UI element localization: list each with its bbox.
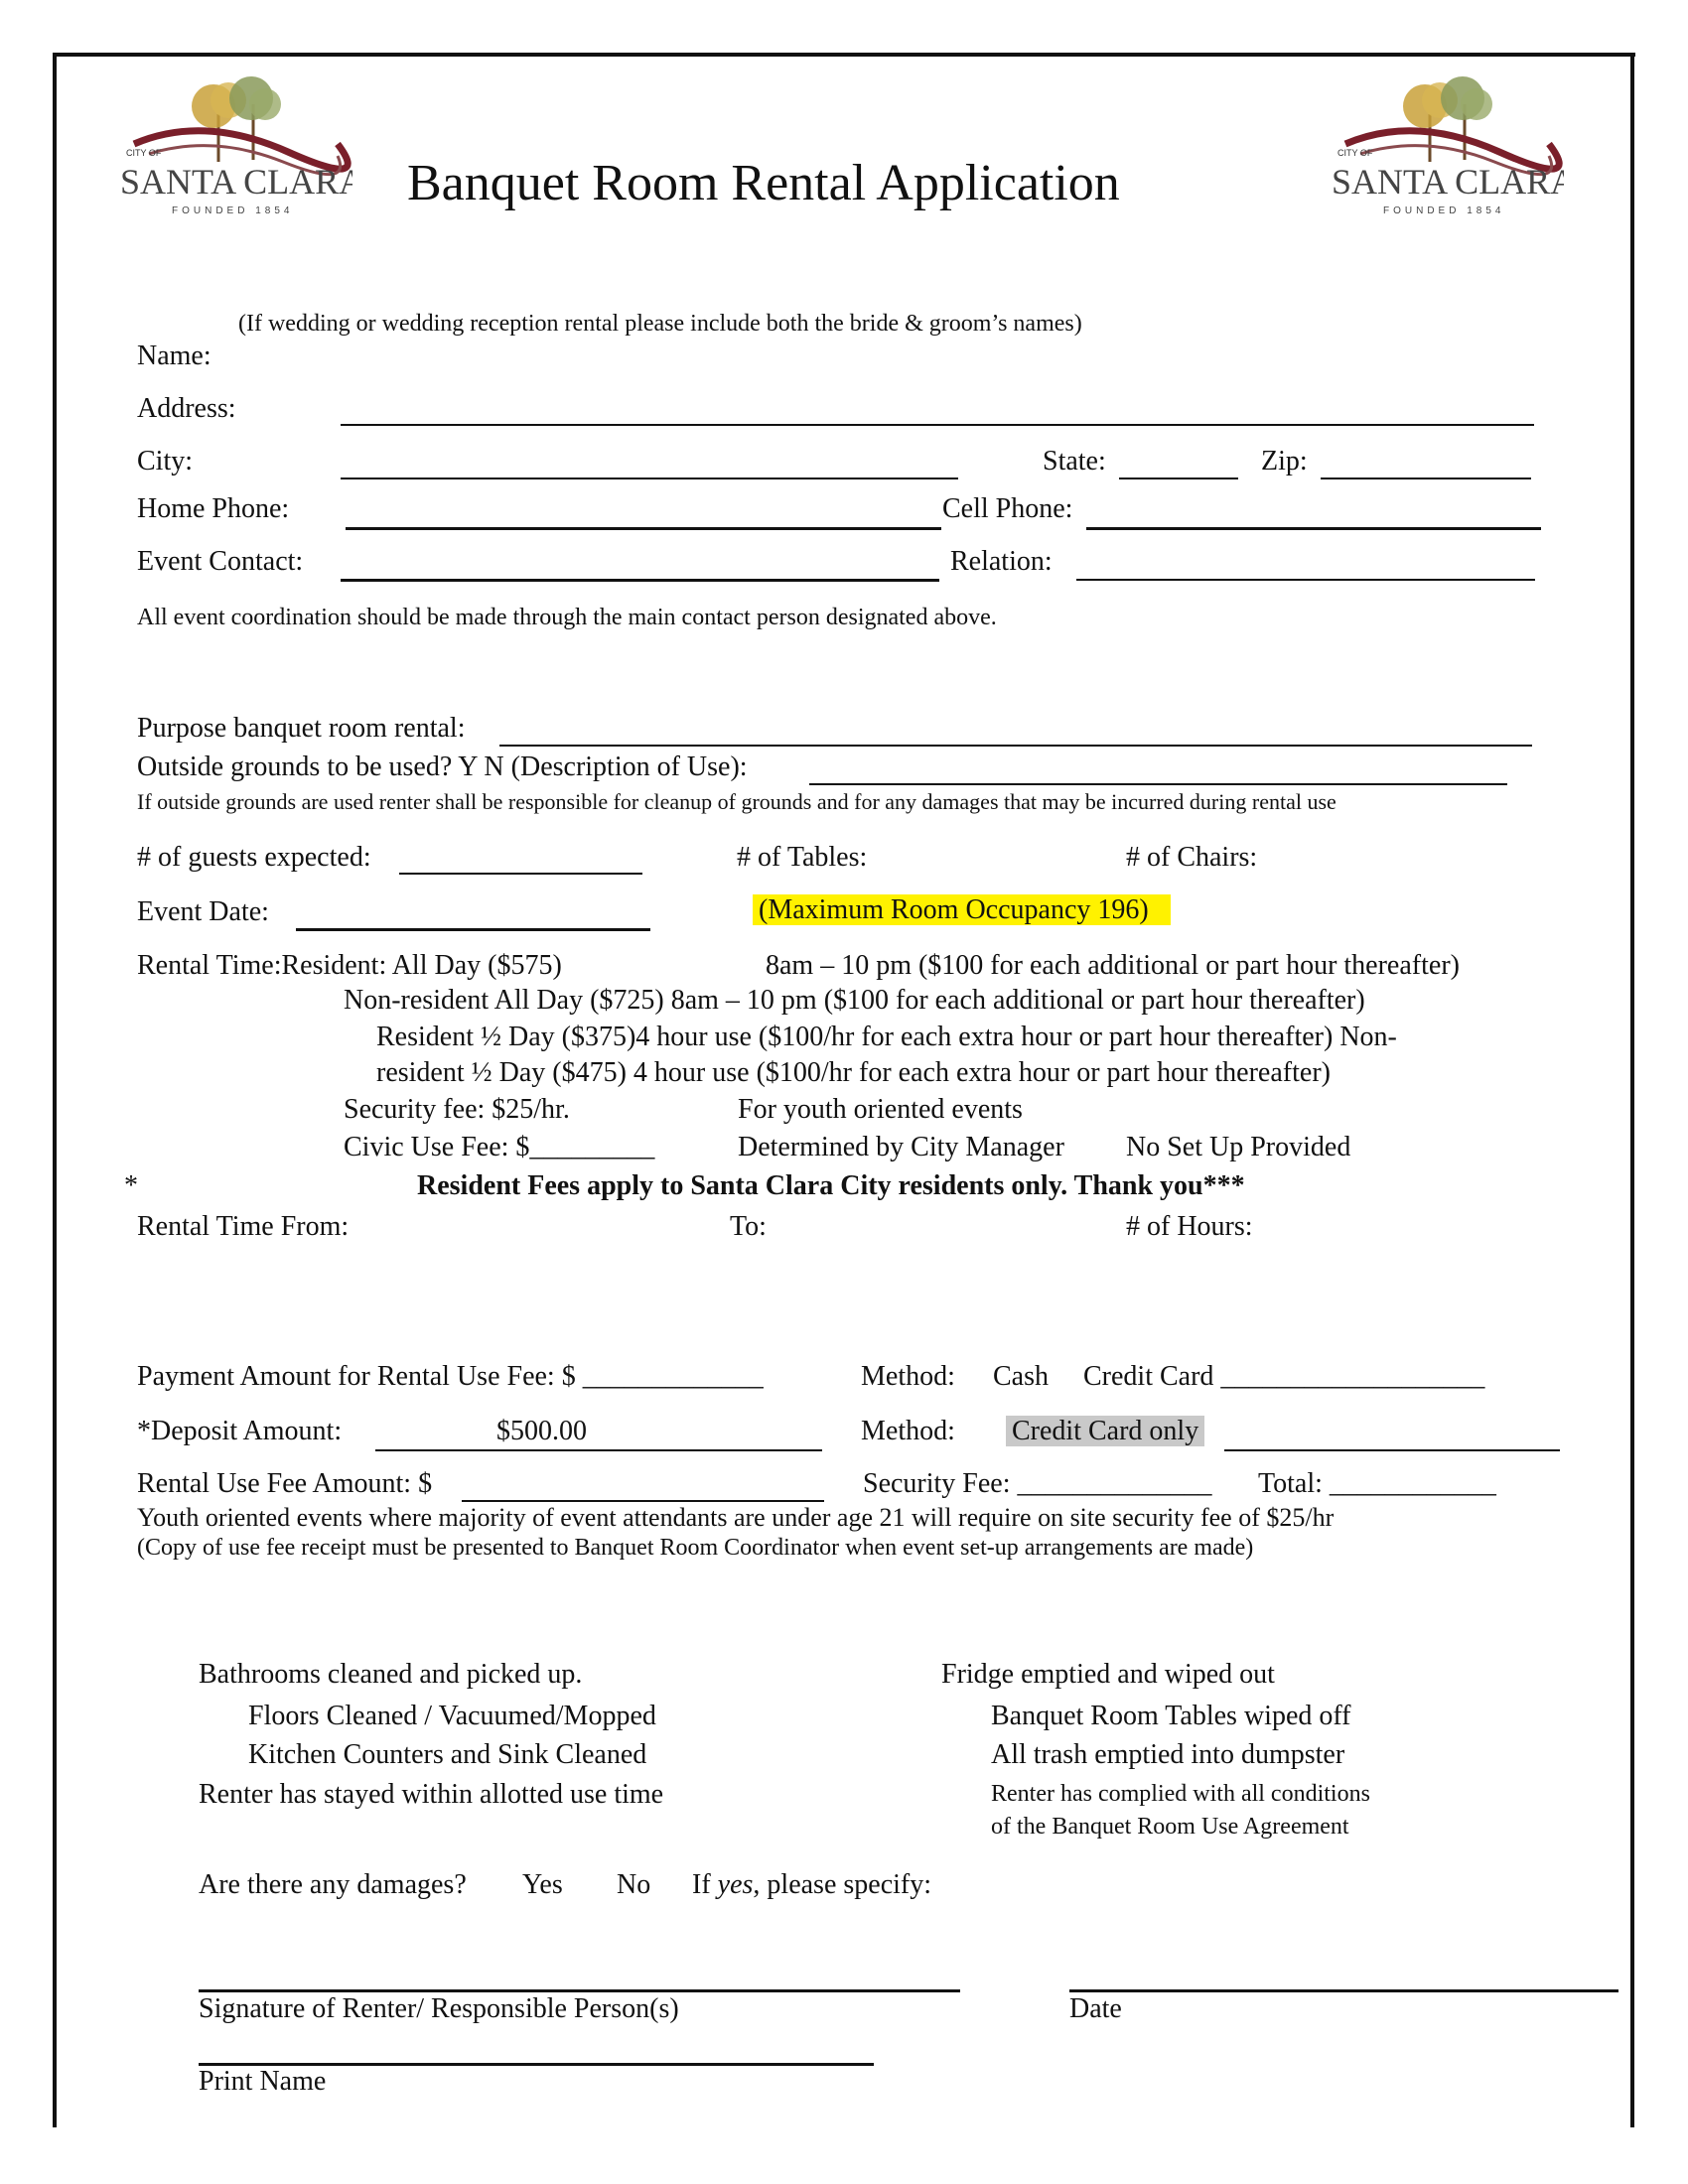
specify-if: If — [692, 1869, 718, 1900]
checklist-complied: Renter has complied with all conditions — [991, 1781, 1370, 1807]
deposit-amount-value: $500.00 — [496, 1416, 587, 1446]
checklist-agreement: of the Banquet Room Use Agreement — [991, 1814, 1349, 1840]
outside-grounds-note: If outside grounds are used renter shall be responsible for cleanup of grounds and for any damages that may be incurred during rental use — [137, 789, 1336, 814]
rate-resident-all-day: Rental Time:Resident: All Day ($575) — [137, 950, 562, 981]
chairs-label: # of Chairs: — [1126, 842, 1258, 873]
checklist-bathrooms: Bathrooms cleaned and picked up. — [199, 1659, 583, 1690]
rate-resident-half-day: Resident ½ Day ($375)4 hour use ($100/hr for each extra hour or part hour thereafter) Non- — [376, 1022, 1397, 1052]
page-border-top — [55, 53, 1635, 57]
logo-name: SANTA CLARA — [120, 162, 352, 202]
purpose-field[interactable] — [499, 745, 1532, 747]
youth-security-note: Youth oriented events where majority of event attendants are under age 21 will require on site security fee of $25/hr — [137, 1503, 1335, 1532]
checklist-trash: All trash emptied into dumpster — [991, 1739, 1345, 1770]
cell-phone-label: Cell Phone: — [942, 493, 1073, 524]
damages-specify — [692, 1869, 931, 1901]
checklist-fridge: Fridge emptied and wiped out — [941, 1659, 1275, 1690]
date-label: Date — [1069, 1993, 1122, 2024]
security-fee-note: For youth oriented events — [738, 1094, 1023, 1125]
deposit-amount-label: *Deposit Amount: — [137, 1416, 343, 1446]
state-field[interactable] — [1119, 478, 1238, 479]
page-title: Banquet Room Rental Application — [407, 155, 1120, 211]
date-field[interactable] — [1069, 1989, 1618, 1992]
home-phone-label: Home Phone: — [137, 493, 290, 524]
home-phone-field[interactable] — [346, 527, 941, 530]
rental-time-from-label: Rental Time From: — [137, 1211, 350, 1242]
page-border-left — [53, 53, 57, 2127]
event-contact-field[interactable] — [341, 579, 939, 582]
logo-name: SANTA CLARA — [1332, 162, 1564, 202]
wedding-note: (If wedding or wedding reception rental please include both the bride & groom’s names) — [238, 311, 1082, 337]
logo-city-of: CITY OF — [126, 148, 162, 158]
state-label: State: — [1043, 446, 1106, 477]
outside-grounds-label: Outside grounds to be used? Y N (Description of Use): — [137, 751, 748, 782]
civic-use-fee: Civic Use Fee: $_________ — [344, 1132, 655, 1162]
max-occupancy-highlight: (Maximum Room Occupancy 196) — [753, 894, 1171, 925]
hours-label: # of Hours: — [1126, 1211, 1253, 1242]
zip-label: Zip: — [1261, 446, 1308, 477]
signature-field[interactable] — [199, 1989, 960, 1992]
logo-city-of: CITY OF — [1337, 148, 1373, 158]
total-label: Total: ____________ — [1258, 1468, 1496, 1499]
civic-use-fee-note: Determined by City Manager — [738, 1132, 1064, 1162]
name-label: Name: — [137, 341, 211, 371]
tables-label: # of Tables: — [737, 842, 868, 873]
relation-label: Relation: — [950, 546, 1053, 577]
city-field[interactable] — [341, 478, 958, 479]
guests-field[interactable] — [399, 873, 642, 875]
no-setup-note: No Set Up Provided — [1126, 1132, 1351, 1162]
event-contact-label: Event Contact: — [137, 546, 304, 577]
cell-phone-field[interactable] — [1086, 527, 1541, 530]
logo-founded: FOUNDED 1854 — [1383, 205, 1505, 216]
resident-fees-note: Resident Fees apply to Santa Clara City residents only. Thank you*** — [417, 1170, 1245, 1201]
purpose-label: Purpose banquet room rental: — [137, 713, 466, 744]
checklist-use-time: Renter has stayed within allotted use time — [199, 1779, 664, 1810]
address-field[interactable] — [341, 424, 1534, 426]
logo-founded: FOUNDED 1854 — [172, 205, 294, 216]
relation-field[interactable] — [1076, 579, 1535, 581]
payment-method-label: Method: — [861, 1361, 955, 1392]
rental-use-fee-label: Rental Use Fee Amount: $ — [137, 1468, 433, 1499]
receipt-note: (Copy of use fee receipt must be presented to Banquet Room Coordinator when event set-up arrangements are made) — [137, 1535, 1254, 1561]
credit-card-only-highlight: Credit Card only — [1006, 1416, 1204, 1446]
asterisk: * — [124, 1170, 138, 1201]
security-fee-text: Security fee: $25/hr. — [344, 1094, 570, 1125]
security-fee-field-label: Security Fee: ______________ — [863, 1468, 1212, 1499]
rate-nonresident-all-day: Non-resident All Day ($725) 8am – 10 pm ($100 for each additional or part hour thereafter) — [344, 985, 1365, 1016]
coordination-note: All event coordination should be made through the main contact person designated above. — [137, 605, 997, 630]
specify-yes: yes — [717, 1869, 754, 1900]
santa-clara-logo-right — [1326, 74, 1564, 223]
rate-resident-all-day-hours: 8am – 10 pm ($100 for each additional or part hour thereafter) — [766, 950, 1460, 981]
deposit-method-label: Method: — [861, 1416, 955, 1446]
address-label: Address: — [137, 393, 236, 424]
rental-time-to-label: To: — [730, 1211, 767, 1242]
method-cash[interactable]: Cash — [993, 1361, 1049, 1392]
event-date-label: Event Date: — [137, 896, 269, 927]
damages-yes[interactable]: Yes — [522, 1869, 563, 1900]
santa-clara-logo-left — [114, 74, 352, 223]
checklist-floors: Floors Cleaned / Vacuumed/Mopped — [248, 1701, 656, 1731]
city-label: City: — [137, 446, 194, 477]
print-name-label: Print Name — [199, 2066, 327, 2097]
page-border-right — [1630, 53, 1634, 2127]
guests-label: # of guests expected: — [137, 842, 371, 873]
rate-nonresident-half-day: resident ½ Day ($475) 4 hour use ($100/hr for each extra hour or part hour thereafter) — [376, 1057, 1331, 1088]
specify-rest: , please specify: — [753, 1869, 932, 1900]
method-credit-card[interactable]: Credit Card ___________________ — [1083, 1361, 1485, 1392]
rental-use-fee-field[interactable] — [462, 1500, 824, 1502]
damages-no[interactable]: No — [617, 1869, 651, 1900]
zip-field[interactable] — [1321, 478, 1531, 479]
deposit-method-field[interactable] — [1224, 1449, 1560, 1451]
event-date-field[interactable] — [296, 928, 650, 931]
outside-grounds-field[interactable] — [809, 783, 1507, 785]
signature-label: Signature of Renter/ Responsible Person(s) — [199, 1993, 679, 2024]
payment-amount-label: Payment Amount for Rental Use Fee: $ _____________ — [137, 1361, 764, 1392]
damages-question: Are there any damages? — [199, 1869, 467, 1900]
checklist-tables: Banquet Room Tables wiped off — [991, 1701, 1351, 1731]
checklist-kitchen: Kitchen Counters and Sink Cleaned — [248, 1739, 647, 1770]
deposit-amount-field[interactable] — [375, 1449, 822, 1451]
